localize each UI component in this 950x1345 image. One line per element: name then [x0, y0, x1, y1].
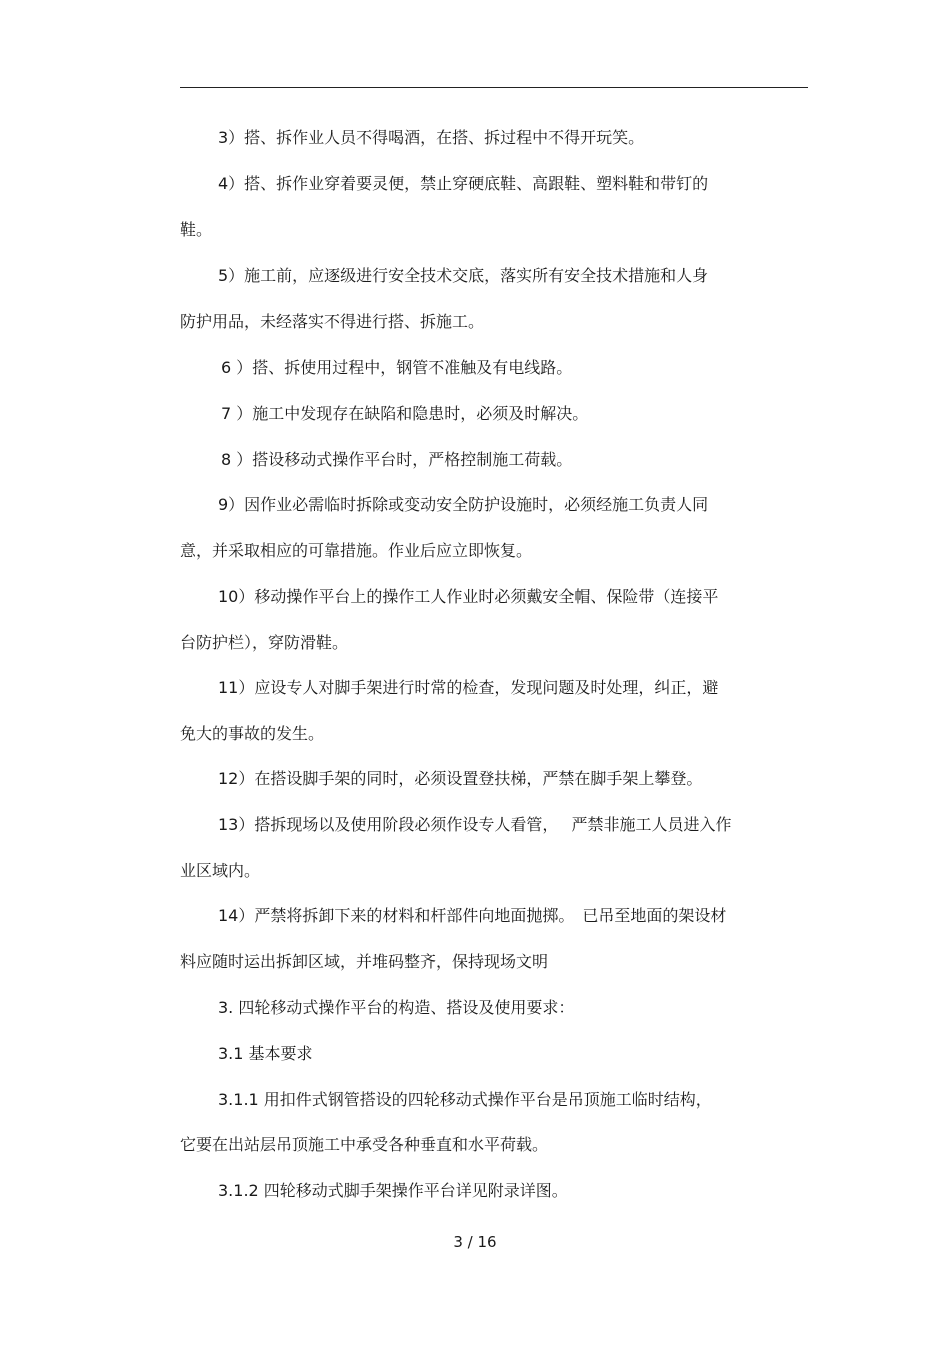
subsection-heading: 3.1 基本要求 [218, 1044, 313, 1063]
paragraph-line: 4）搭、拆作业穿着要灵便，禁止穿硬底鞋、高跟鞋、塑料鞋和带钉的 [218, 174, 709, 193]
paragraph-line: 3.1.1 用扣件式钢管搭设的四轮移动式操作平台是吊顶施工临时结构， [218, 1090, 712, 1109]
paragraph-line: 8 ）搭设移动式操作平台时，严格控制施工荷载。 [221, 450, 573, 469]
paragraph-line: 11）应设专人对脚手架进行时常的检查，发现问题及时处理，纠正，避 [218, 678, 719, 697]
paragraph-line: 台防护栏），穿防滑鞋。 [180, 633, 349, 652]
paragraph-line: 意，并采取相应的可靠措施。作业后应立即恢复。 [180, 541, 533, 560]
paragraph-line: 13）搭拆现场以及使用阶段必须作设专人看管， 严禁非施工人员进入作 [218, 815, 732, 834]
paragraph-line: 7 ）施工中发现存在缺陷和隐患时，必须及时解决。 [221, 404, 589, 423]
paragraph-line: 10）移动操作平台上的操作工人作业时必须戴安全帽、保险带（连接平 [218, 587, 719, 606]
paragraph-line: 防护用品，未经落实不得进行搭、拆施工。 [180, 312, 485, 331]
paragraph-line: 3.1.2 四轮移动式脚手架操作平台详见附录详图。 [218, 1181, 568, 1200]
paragraph-line: 业区域内。 [180, 861, 261, 880]
paragraph-line: 6 ）搭、拆使用过程中，钢管不准触及有电线路。 [221, 358, 573, 377]
paragraph-line: 5）施工前，应逐级进行安全技术交底，落实所有安全技术措施和人身 [218, 266, 709, 285]
paragraph-line: 9）因作业必需临时拆除或变动安全防护设施时，必须经施工负责人同 [218, 495, 709, 514]
paragraph-line: 12）在搭设脚手架的同时，必须设置登扶梯，严禁在脚手架上攀登。 [218, 769, 703, 788]
paragraph-line: 鞋。 [180, 220, 213, 239]
paragraph-line: 料应随时运出拆卸区域，并堆码整齐，保持现场文明 [180, 952, 549, 971]
paragraph-line: 14）严禁将拆卸下来的材料和杆部件向地面抛掷。 已吊至地面的架设材 [218, 906, 727, 925]
page-number: 3 / 16 [453, 1233, 497, 1251]
paragraph-line: 3）搭、拆作业人员不得喝酒，在搭、拆过程中不得开玩笑。 [218, 128, 645, 147]
paragraph-line: 免大的事故的发生。 [180, 724, 325, 743]
header-rule [180, 87, 808, 88]
paragraph-line: 它要在出站层吊顶施工中承受各种垂直和水平荷载。 [180, 1135, 549, 1154]
section-heading: 3. 四轮移动式操作平台的构造、搭设及使用要求： [218, 998, 575, 1017]
